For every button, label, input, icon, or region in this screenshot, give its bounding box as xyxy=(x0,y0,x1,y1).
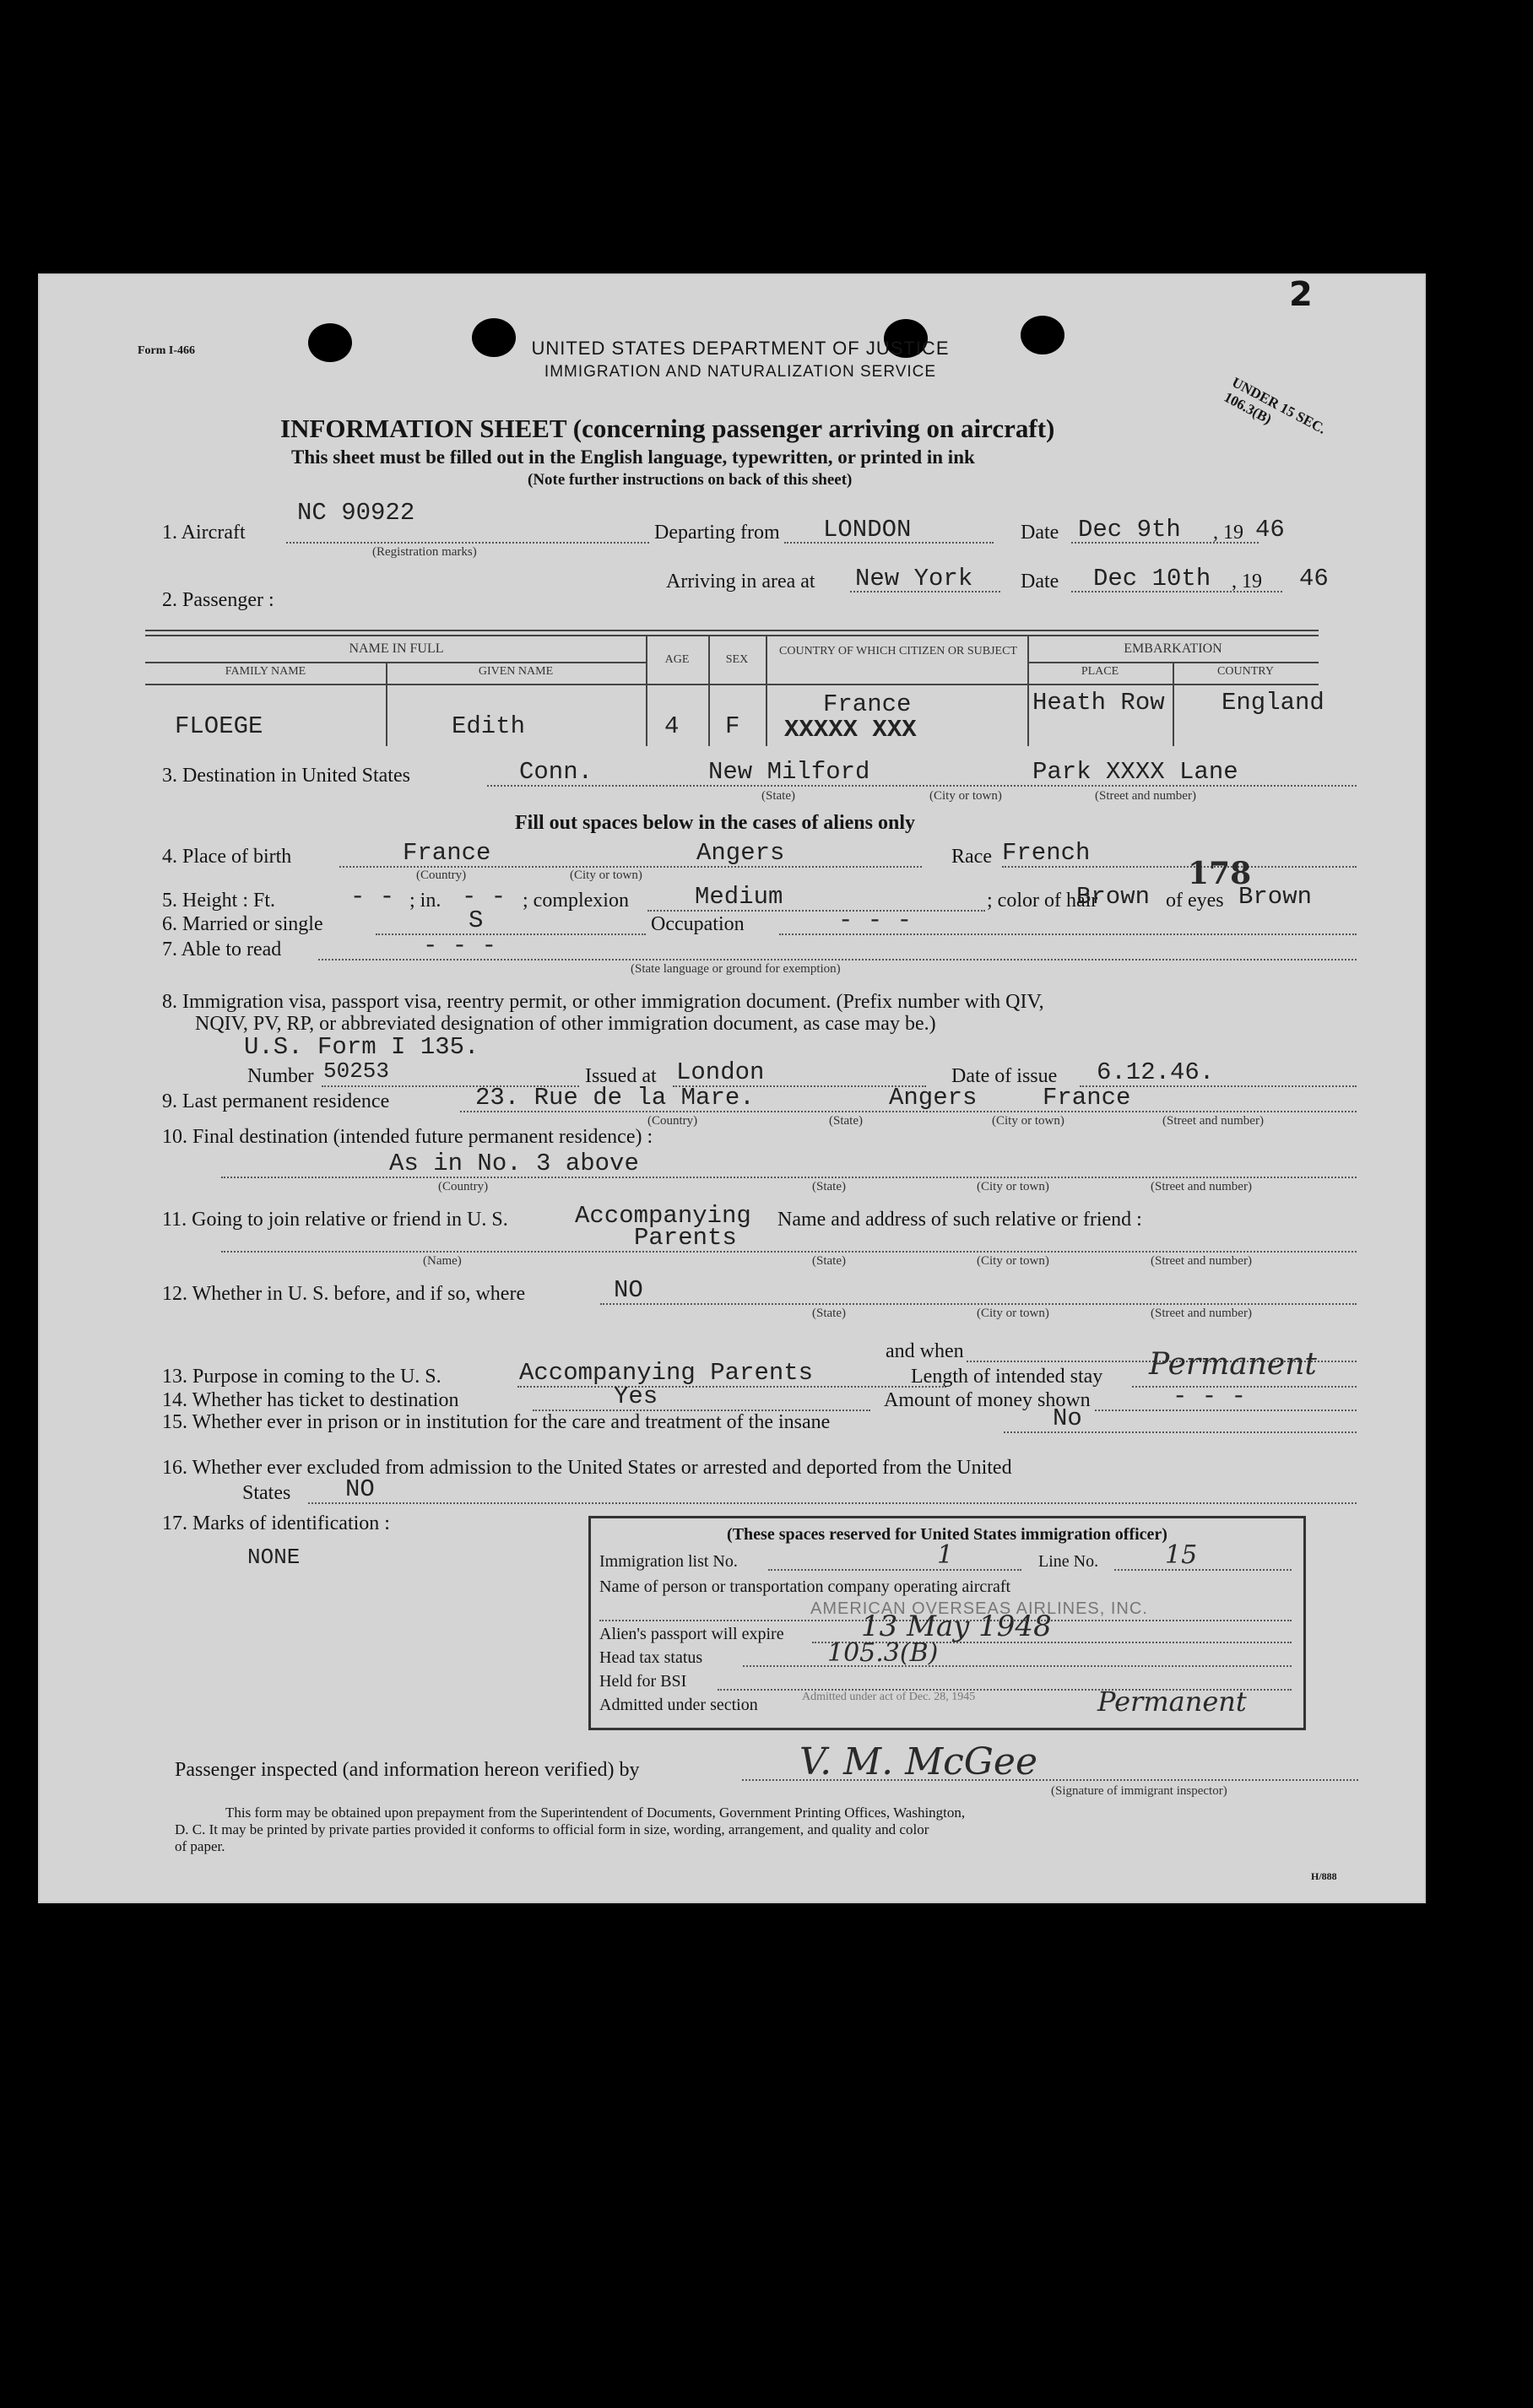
punch-hole xyxy=(308,323,352,362)
inspection-caption: (Signature of immigrant inspector) xyxy=(1051,1784,1227,1798)
corner-mark: 2 xyxy=(1289,275,1313,314)
destination-city: New Milford xyxy=(708,758,870,786)
hair-value: Brown xyxy=(1076,883,1151,911)
before-street-caption: (Street and number) xyxy=(1151,1307,1252,1320)
handwritten-number: 178 xyxy=(1188,856,1252,891)
ticket-label: 14. Whether has ticket to destination xyxy=(162,1389,459,1411)
footer-line-1: This form may be obtained upon prepayment from the Superintendent of Documents, Government Printing Offices, Washington, xyxy=(225,1805,966,1821)
arrive-year: 46 xyxy=(1299,565,1329,593)
arrive-year-prefix: , 19 xyxy=(1232,571,1262,593)
married-value: S xyxy=(469,906,484,934)
arriving-label: Arriving in area at xyxy=(666,571,815,593)
departing-label: Departing from xyxy=(654,522,780,544)
complexion-value: Medium xyxy=(695,883,783,911)
final-country-caption: (Country) xyxy=(438,1180,489,1193)
header-given-name: GIVEN NAME xyxy=(478,665,554,678)
destination-city-caption: (City or town) xyxy=(929,789,1002,803)
country-cell: France xyxy=(823,690,912,718)
department-title: UNITED STATES DEPARTMENT OF JUSTICE xyxy=(531,338,950,359)
embarkation-place-cell: Heath Row xyxy=(1032,689,1165,717)
excluded-label-2: States xyxy=(242,1482,291,1504)
ticket-value: Yes xyxy=(614,1383,658,1410)
header-age: AGE xyxy=(664,653,690,666)
header-sex: SEX xyxy=(725,653,749,666)
purpose-label: 13. Purpose in coming to the U. S. xyxy=(162,1366,441,1388)
information-sheet-form xyxy=(40,275,1424,1902)
read-caption: (State language or ground for exemption) xyxy=(631,962,841,976)
footer-line-3: of paper. xyxy=(175,1838,225,1854)
passport-value: 13 May 1948 xyxy=(861,1610,1052,1643)
inspection-label: Passenger inspected (and information hereon verified) by xyxy=(175,1759,640,1781)
header-country: COUNTRY OF WHICH CITIZEN OR SUBJECT xyxy=(779,645,1017,657)
final-destination-value: As in No. 3 above xyxy=(389,1150,639,1177)
height-ft: - - xyxy=(350,883,395,911)
occupation-label: Occupation xyxy=(651,913,745,935)
header-place: PLACE xyxy=(1081,665,1119,678)
final-city-caption: (City or town) xyxy=(977,1180,1049,1193)
height-in: - - xyxy=(462,883,506,911)
residence-country-caption: (Country) xyxy=(647,1114,698,1128)
birth-label: 4. Place of birth xyxy=(162,846,292,868)
race-value: French xyxy=(1002,839,1091,867)
company-label: Name of person or transportation company operating aircraft xyxy=(599,1577,1011,1596)
stay-label: Length of intended stay xyxy=(911,1366,1103,1388)
given-name-cell: Edith xyxy=(452,712,526,740)
height-in-label: ; in. xyxy=(409,890,441,912)
officer-box xyxy=(588,1516,1306,1730)
admitted-stamp: Admitted under act of Dec. 28, 1945 xyxy=(802,1691,976,1703)
punch-hole xyxy=(1021,316,1064,354)
eyes-label: of eyes xyxy=(1166,890,1224,912)
birth-city-caption: (City or town) xyxy=(570,869,642,882)
aircraft-registration: NC 90922 xyxy=(297,499,415,527)
page-subtitle: This sheet must be filled out in the English language, typewritten, or printed in ink xyxy=(291,446,975,468)
destination-state: Conn. xyxy=(519,758,593,786)
aircraft-label: 1. Aircraft xyxy=(162,522,246,544)
visa-issued-value: London xyxy=(676,1058,765,1086)
sex-cell: F xyxy=(725,712,740,740)
departing-value: LONDON xyxy=(823,516,912,544)
join-label: 11. Going to join relative or friend in U. S. xyxy=(162,1209,508,1231)
form-number: Form I-466 xyxy=(138,344,196,357)
residence-street: 23. Rue de la Mare. xyxy=(475,1084,755,1112)
service-title: IMMIGRATION AND NATURALIZATION SERVICE xyxy=(544,363,937,381)
depart-year: 46 xyxy=(1255,516,1285,544)
height-label: 5. Height : Ft. xyxy=(162,890,276,912)
stay-value: Permanent xyxy=(1149,1347,1317,1382)
tax-label: Head tax status xyxy=(599,1648,703,1667)
company-stamp: AMERICAN OVERSEAS AIRLINES, INC. xyxy=(810,1599,1148,1618)
bsi-label: Held for BSI xyxy=(599,1672,687,1691)
residence-street-caption: (Street and number) xyxy=(1162,1114,1264,1128)
residence-city-caption: (City or town) xyxy=(992,1114,1064,1128)
line-label: Line No. xyxy=(1038,1552,1099,1571)
final-street-caption: (Street and number) xyxy=(1151,1180,1252,1193)
join-value: Accompanying xyxy=(575,1202,751,1230)
footer-code: H/888 xyxy=(1311,1870,1337,1882)
excluded-value: NO xyxy=(345,1475,375,1503)
residence-city: Angers xyxy=(889,1084,978,1112)
join-city-caption: (City or town) xyxy=(977,1254,1049,1268)
money-label: Amount of money shown xyxy=(884,1389,1091,1411)
prison-value: No xyxy=(1053,1404,1082,1432)
read-value: - - - xyxy=(423,932,497,960)
visa-label: 8. Immigration visa, passport visa, reentry permit, or other immigration document. (Prefix number with QIV, xyxy=(162,991,1044,1013)
destination-label: 3. Destination in United States xyxy=(162,765,410,787)
inspector-signature: V. M. McGee xyxy=(799,1740,1038,1783)
visa-date-label: Date of issue xyxy=(951,1065,1058,1087)
list-label: Immigration list No. xyxy=(599,1552,738,1571)
join-state-caption: (State) xyxy=(812,1254,846,1268)
admitted-label: Admitted under section xyxy=(599,1696,758,1714)
destination-street-caption: (Street and number) xyxy=(1095,789,1196,803)
prison-label: 15. Whether ever in prison or in institution for the care and treatment of the insane xyxy=(162,1411,831,1433)
passenger-label: 2. Passenger : xyxy=(162,589,274,611)
passport-label: Alien's passport will expire xyxy=(599,1625,784,1643)
visa-date-value: 6.12.46. xyxy=(1097,1058,1215,1086)
officer-box-heading: (These spaces reserved for United States immigration officer) xyxy=(727,1525,1167,1544)
residence-label: 9. Last permanent residence xyxy=(162,1090,390,1112)
birth-country: France xyxy=(403,839,491,867)
money-value: - - - xyxy=(1173,1383,1247,1410)
residence-state-caption: (State) xyxy=(829,1114,863,1128)
header-country-emb: COUNTRY xyxy=(1217,665,1274,678)
footer-line-2: D. C. It may be printed by private parties provided it conforms to official form in size, wording, arrangement, and quality and color xyxy=(175,1821,929,1837)
read-label: 7. Able to read xyxy=(162,939,282,960)
before-value: NO xyxy=(614,1276,643,1304)
page-note: (Note further instructions on back of this sheet) xyxy=(528,471,853,489)
line-value: 15 xyxy=(1165,1540,1198,1570)
excluded-label: 16. Whether ever excluded from admission to the United States or arrested and deported from the United xyxy=(162,1457,1012,1479)
before-city-caption: (City or town) xyxy=(977,1307,1049,1320)
hair-label: ; color of hair xyxy=(987,890,1098,912)
header-embarkation: EMBARKATION xyxy=(1124,641,1222,656)
destination-street: Park XXXX Lane xyxy=(1032,758,1238,786)
arrive-date-label: Date xyxy=(1021,571,1059,593)
visa-number: 50253 xyxy=(323,1058,390,1084)
occupation-value: - - - xyxy=(838,906,913,934)
aliens-heading: Fill out spaces below in the cases of aliens only xyxy=(514,812,915,834)
join-value-2: Parents xyxy=(634,1224,737,1252)
header-family-name: FAMILY NAME xyxy=(225,665,306,678)
registration-caption: (Registration marks) xyxy=(372,545,477,559)
tax-value: 105.3(B) xyxy=(827,1638,939,1668)
destination-state-caption: (State) xyxy=(761,789,795,803)
join-street-caption: (Street and number) xyxy=(1151,1254,1252,1268)
marks-label: 17. Marks of identification : xyxy=(162,1512,390,1534)
final-destination-label: 10. Final destination (intended future permanent residence) : xyxy=(162,1126,653,1148)
arriving-value: New York xyxy=(855,565,973,593)
admitted-value: Permanent xyxy=(1097,1686,1247,1718)
arrive-date-value: Dec 10th xyxy=(1093,565,1211,593)
complexion-label: ; complexion xyxy=(523,890,629,912)
family-name-cell: FLOEGE xyxy=(175,712,263,740)
depart-date-label: Date xyxy=(1021,522,1059,544)
marks-value: NONE xyxy=(247,1545,301,1570)
join-name-caption: (Name) xyxy=(423,1254,462,1268)
final-state-caption: (State) xyxy=(812,1180,846,1193)
before-when-label: and when xyxy=(886,1340,964,1362)
before-state-caption: (State) xyxy=(812,1307,846,1320)
exemption-stamp xyxy=(1221,374,1348,463)
depart-date-value: Dec 9th xyxy=(1078,516,1181,544)
depart-year-prefix: , 19 xyxy=(1213,522,1243,544)
residence-country: France xyxy=(1043,1084,1131,1112)
embarkation-country-cell: England xyxy=(1222,689,1324,717)
visa-number-label: Number xyxy=(247,1065,314,1087)
race-label: Race xyxy=(951,846,992,868)
visa-label-2: NQIV, PV, RP, or abbreviated designation of other immigration document, as case may be.) xyxy=(195,1013,936,1035)
age-cell: 4 xyxy=(664,712,680,740)
birth-city: Angers xyxy=(696,839,785,867)
eyes-value: Brown xyxy=(1238,883,1313,911)
list-value: 1 xyxy=(937,1540,954,1570)
page-title: INFORMATION SHEET (concerning passenger arriving on aircraft) xyxy=(280,414,1055,443)
visa-issued-label: Issued at xyxy=(585,1065,657,1087)
married-label: 6. Married or single xyxy=(162,913,323,935)
header-name-in-full: NAME IN FULL xyxy=(349,641,444,656)
join-label-2: Name and address of such relative or friend : xyxy=(777,1209,1142,1231)
birth-country-caption: (Country) xyxy=(416,869,467,882)
visa-document: U.S. Form I 135. xyxy=(244,1033,479,1061)
before-label: 12. Whether in U. S. before, and if so, where xyxy=(162,1283,526,1305)
country-strikeout: XXXXX XXX xyxy=(784,716,917,744)
purpose-value: Accompanying Parents xyxy=(519,1359,814,1387)
exemption-stamp-text: UNDER 15 SEC. 106.3(B) xyxy=(1221,374,1330,437)
